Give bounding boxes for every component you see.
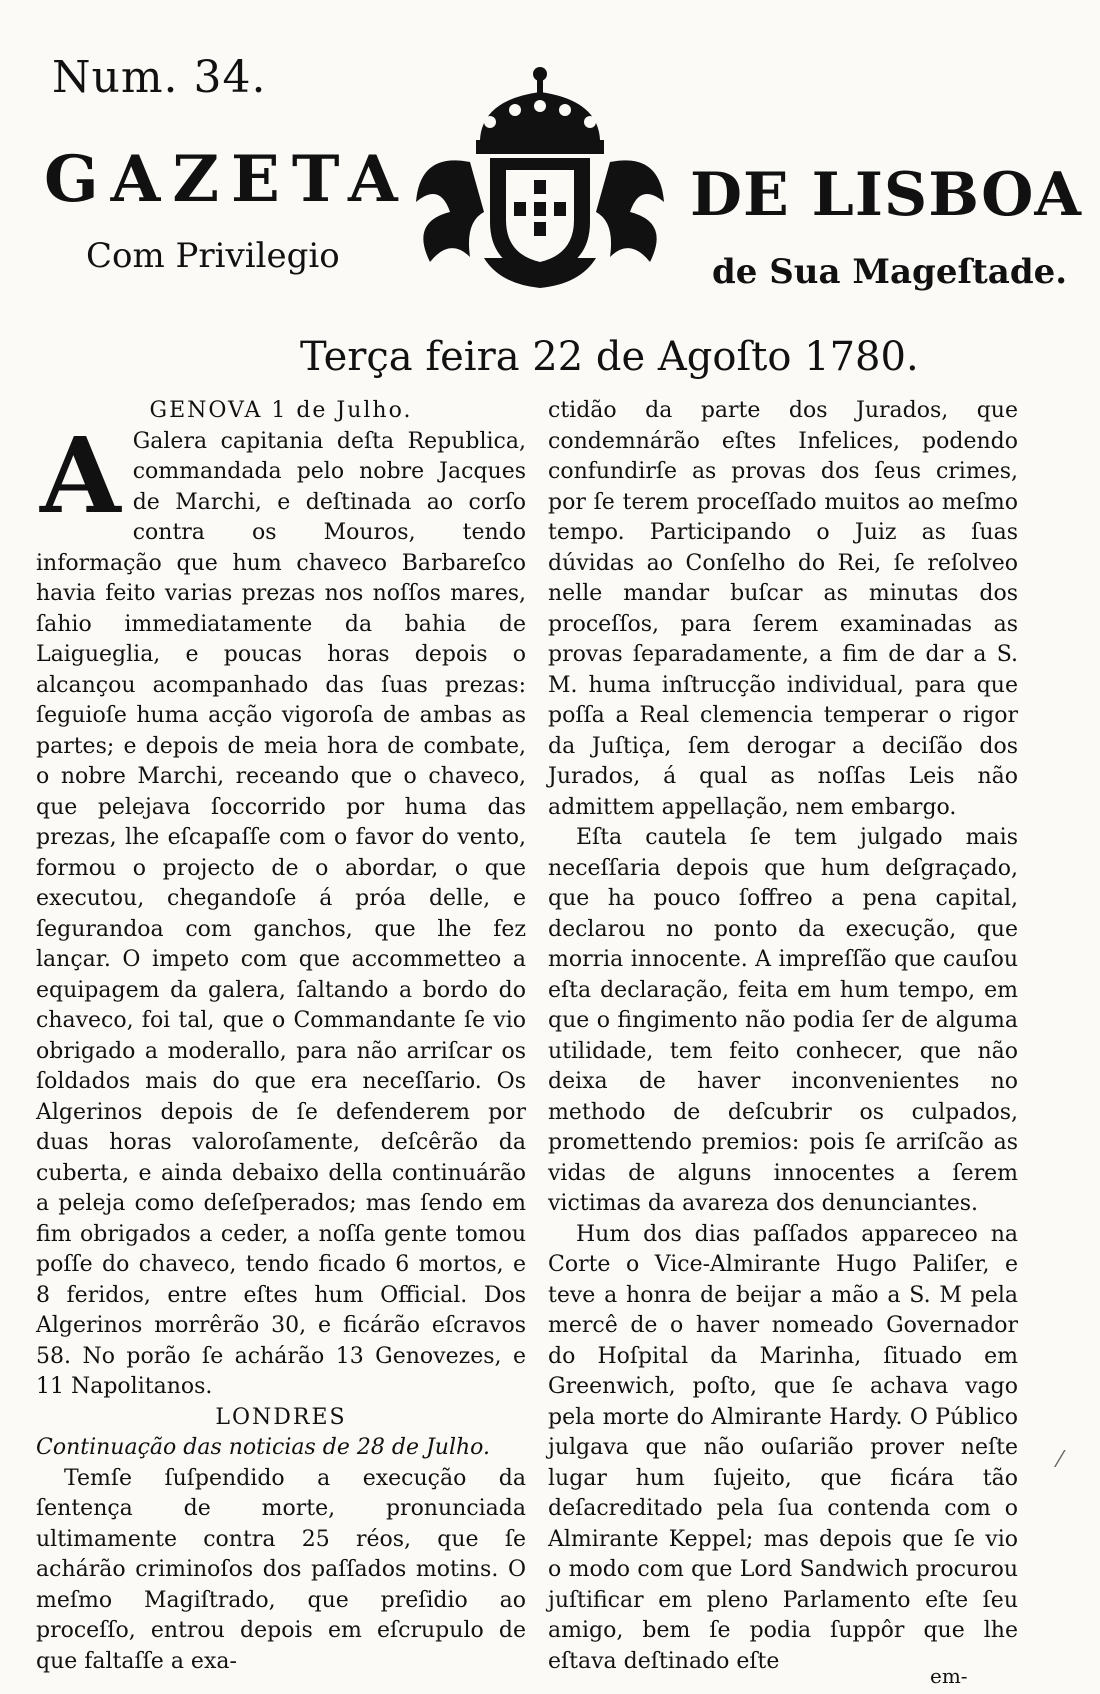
right-column bbox=[548, 396, 1018, 1677]
margin-mark: ⁄ bbox=[1058, 1448, 1062, 1473]
genova-text: Galera capitania deſta Republica, commandada pelo nobre Jacques de Marchi, e deſtinada ao corſo contra os Mouros, tendo informação que hum chaveco Barbareſco havia feito varias prezas nos noſſos mares, ſahio immediatamente da bahia de Laigueglia, e poucas horas depois o alcançou acompanhado das ſuas prezas: ſeguioſe huma acção vigoroſa de ambas as partes; e depois de meia hora de combate, o nobre Marchi, receando que o chaveco, que pelejava ſoccorrido por huma das prezas, lhe eſcapaſſe com o favor do vento, formou o projecto de o abordar, o que executou, chegandoſe á próa delle, e ſegurandoa com ganchos, que lhe fez lançar. O impeto com que accommetteo a equipagem da galera, ſaltando a bordo do chaveco, foi tal, que o Commandante ſe vio obrigado a moderallo, para não arriſcar os ſoldados mais do que era neceſſario. Os Algerinos depois de ſe defenderem por duas horas valoroſamente, deſcêrão da cuberta, e ainda debaixo della continuárão a peleja como deſeſperados; mas ſendo em fim obrigados a ceder, a noſſa gente tomou poſſe do chaveco, tendo ficado 6 mortos, e 8 feridos, entre eſtes hum Official. Dos Algerinos morrêrão 30, e ficárão eſcravos 58. No porão ſe achárão 13 Genovezes, e 11 Napolitanos. bbox=[36, 428, 526, 1399]
right-paragraph-2: Eſta cautela ſe tem julgado mais neceſſaria depois que hum deſgraçado, que ha pouco ſoffreo a pena capital, declarou no ponto da execução, que morria innocente. A impreſſão que cauſou eſta declaração, feita em hum tempo, em que o fingimento não podia ſer de alguma utilidade, tem feito conhecer, que não deixa de haver inconvenientes no methodo de deſcubrir os culpados, promettendo premios: pois ſe arriſcão as vidas de alguns innocentes a ſerem victimas da avareza dos denunciantes. bbox=[548, 825, 1018, 1216]
left-column bbox=[36, 396, 526, 1677]
right-paragraph-3: Hum dos dias paſſados appareceo na Corte o Vice-Almirante Hugo Paliſer, e teve a honra de beijar a mão a S. M pela mercê de o haver nomeado Governador do Hoſpital da Marinha, ſituado em Greenwich, poſto, que ſe achava vago pela morte do Almirante Hardy. O Público julgava que não ouſarião prover neſte lugar hum ſujeito, que ficára tão deſacreditado pela ſua contenda com o Almirante Keppel; mas depois que ſe vio o modo com que Lord Sandwich procurou juſtificar em pleno Parlamento eſte ſeu amigo, bem ſe podia ſuppôr que lhe eſtava deſtinado eſte bbox=[548, 1221, 1018, 1674]
issue-number: Num. 34. bbox=[52, 52, 267, 103]
dateline-genova: GENOVA 1 de Julho. bbox=[149, 398, 413, 423]
royal-coat-of-arms bbox=[410, 62, 670, 292]
catchword: em- bbox=[930, 1664, 968, 1688]
londres-text: Temſe ſuſpendido a execução da ſentença de morte, pronunciada ultimamente contra 25 réos, que ſe achárão criminoſos dos paſſados motins. O meſmo Magiſtrado, que preſidio ao proceſſo, entrou depois em eſcrupulo de que faltaſſe a exa- bbox=[36, 1465, 526, 1674]
privilege-right: de Sua Mageſtade. bbox=[712, 252, 1068, 292]
privilege-left: Com Privilegio bbox=[86, 236, 340, 276]
masthead-title-left: GAZETA bbox=[44, 142, 410, 217]
masthead-title-right: DE LISBOA bbox=[690, 160, 1082, 230]
right-paragraph-1: ctidão da parte dos Jurados, que condemnárão eſtes Infelices, podendo confundirſe as provas dos ſeus crimes, por ſe terem proceſſado muitos ao meſmo tempo. Participando o Juiz as ſuas dúvidas ao Conſelho do Rei, ſe reſolveo nelle mandar buſcar as minutas dos proceſſos, para ſerem examinadas as provas ſeparadamente, a fim de dar a S. M. huma inſtrucção individual, para que poſſa a Real clemencia temperar o rigor da Juſtiça, ſem derogar a deciſão dos Jurados, á qual as noſſas Leis não admittem appellação, nem embargo. bbox=[548, 398, 1018, 820]
dateline-londres: LONDRES bbox=[215, 1404, 347, 1430]
issue-date: Terça feira 22 de Agoſto 1780. bbox=[300, 334, 919, 380]
drop-cap: A bbox=[40, 413, 121, 537]
londres-subheading: Continuação das noticias de 28 de Julho. bbox=[36, 1435, 491, 1460]
genova-article bbox=[36, 413, 526, 1403]
